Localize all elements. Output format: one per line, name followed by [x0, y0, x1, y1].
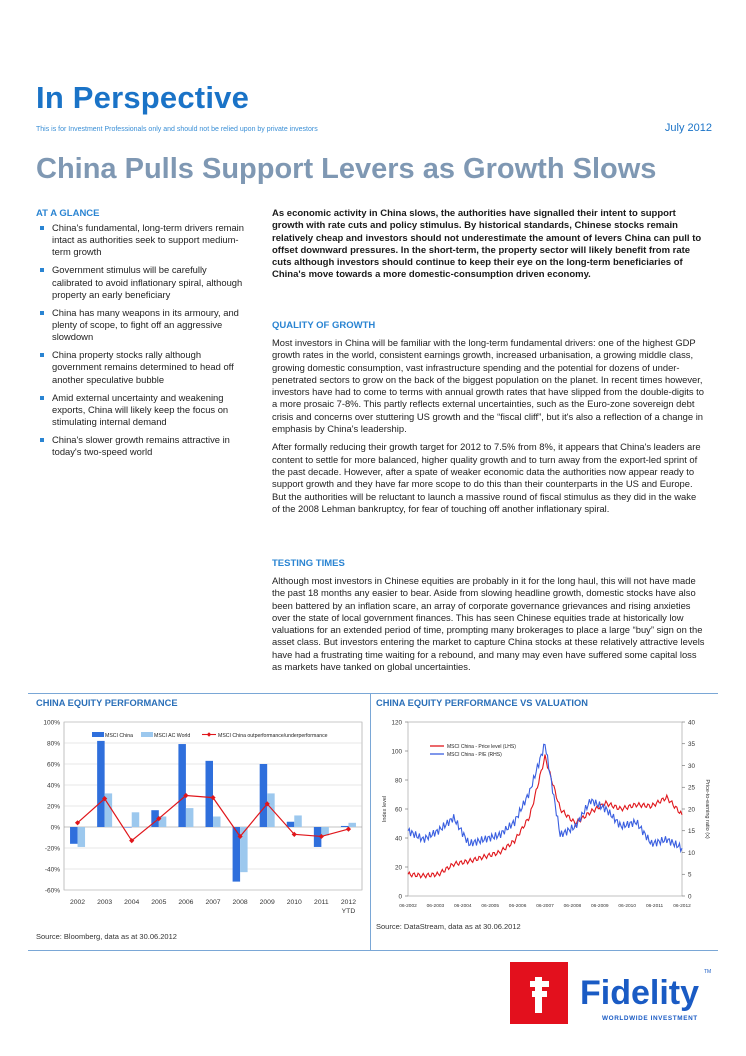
y-axis-label: Index level: [382, 795, 388, 823]
glance-heading: AT A GLANCE: [36, 208, 100, 219]
y2-tick-label: 20: [688, 806, 696, 814]
glance-item-text: China's slower growth remains attractive in today's two-speed world: [52, 434, 230, 458]
x-tick-label: 06-2005: [481, 904, 500, 909]
x-tick-label: 2003: [97, 899, 113, 906]
glance-item-text: China property stocks rally although government remains determined to head off another speculative bubble: [52, 349, 234, 385]
y-tick-label: 0: [398, 893, 402, 901]
y-tick-label: -20%: [44, 845, 60, 853]
x-tick-label: 06-2002: [399, 904, 417, 909]
legend-label: MSCI China - P/E (RHS): [447, 752, 502, 758]
bullet-icon: [40, 226, 44, 230]
x-tick-label: 06-2009: [590, 904, 609, 909]
y-tick-label: 120: [391, 719, 402, 727]
logo-wordmark: Fidelity: [580, 974, 700, 1012]
y-tick-label: 40: [394, 835, 402, 843]
x-tick-label: 06-2006: [508, 904, 527, 909]
bar-msci-china: [70, 827, 78, 844]
x-tick-label: 06-2011: [645, 904, 664, 909]
panel-bottom-rule: [28, 950, 718, 951]
x-tick-label: 2012: [340, 899, 357, 906]
x-tick-label: 2002: [69, 899, 86, 906]
x-tick-label: 2006: [178, 899, 194, 906]
legend-swatch: [141, 732, 153, 737]
y-tick-label: 100%: [43, 719, 60, 727]
bullet-icon: [40, 353, 44, 357]
x-tick-label: 06-2008: [563, 904, 582, 909]
x-tick-sublabel: YTD: [341, 908, 356, 915]
section-heading-testing: TESTING TIMES: [272, 558, 345, 569]
chart1-source: Source: Bloomberg, data as at 30.06.2012: [36, 932, 177, 941]
y-tick-label: -60%: [44, 887, 60, 895]
intro-paragraph: As economic activity in China slows, the authorities have signalled their intent to support growth with rate cuts and policy stimulus. By historical standards, Chinese stocks remain relatively cheap and investors should not underestimate the amount of levers China can pull to offset downward pressures. In the short-term, the property sector will likely benefit from rate cuts although investors should continue to keep their eye on the long-term beneficiaries of China's move towards a more domestic-consumption driven economy.: [272, 208, 702, 281]
glance-item: [36, 222, 246, 259]
y-tick-label: 80: [394, 777, 402, 785]
logo-tagline: WORLDWIDE INVESTMENT: [602, 1015, 698, 1022]
bar-msci-ac-world: [132, 812, 140, 827]
legend-swatch: [92, 732, 104, 737]
bullet-icon: [40, 396, 44, 400]
y-tick-label: -40%: [44, 866, 60, 874]
glance-item-text: China's fundamental, long-term drivers remain intact as authorities seek to support medium-term growth: [52, 222, 244, 258]
y-tick-label: 80%: [46, 740, 60, 748]
y-tick-label: 40%: [46, 782, 60, 790]
bar-msci-ac-world: [348, 823, 356, 827]
y2-axis-label: Price-to-earning ratio (x): [704, 779, 710, 839]
bullet-icon: [40, 311, 44, 315]
y2-tick-label: 0: [688, 893, 692, 901]
y2-tick-label: 30: [688, 762, 696, 770]
bar-msci-china: [341, 826, 349, 827]
y2-tick-label: 25: [688, 784, 696, 792]
x-tick-label: 2005: [151, 899, 167, 906]
y2-tick-label: 35: [688, 741, 696, 749]
y2-tick-label: 40: [688, 719, 696, 727]
legend-label: MSCI AC World: [154, 733, 191, 739]
legend-label: MSCI China - Price level (LHS): [447, 744, 516, 750]
bullet-icon: [40, 268, 44, 272]
y-tick-label: 60: [394, 806, 402, 814]
body-paragraph: Most investors in China will be familiar with the long-term fundamental drivers: one of the highest GDP growth rates in the world, consistent earnings growth, increased urbanisation, a growing middle class, growing domestic consumption, vast infrastructure spending and the potential for dozens of under-penetrated sectors to grow on the back of the biggest population on the planet. In recent times however, investors have had to come to terms with annual growth rates that have slipped from the double-digits to a more prosaic 7-8%. This partly reflects external uncertainties, such as the Euro-zone sovereign debt crisis and concerns over stuttering US growth and the “fiscal cliff”, but it's also a reflection of a change in emphasis by China's leadership.: [272, 337, 705, 435]
x-tick-label: 06-2003: [426, 904, 445, 909]
x-tick-label: 2007: [205, 899, 221, 906]
y-tick-label: 0%: [50, 824, 60, 832]
glance-item: [36, 307, 246, 344]
x-tick-label: 2009: [259, 899, 275, 906]
chart2-source: Source: DataStream, data as at 30.06.2012: [376, 922, 521, 931]
chart1-title: CHINA EQUITY PERFORMANCE: [36, 698, 178, 708]
x-tick-label: 2004: [124, 899, 140, 906]
chart2-title: CHINA EQUITY PERFORMANCE VS VALUATION: [376, 698, 588, 708]
x-tick-label: 06-2007: [536, 904, 554, 909]
article-headline: China Pulls Support Levers as Growth Slows: [36, 153, 657, 185]
bar-msci-china: [178, 744, 186, 827]
y2-tick-label: 10: [688, 849, 696, 857]
legend-label: MSCI China: [105, 733, 133, 739]
body-paragraph: After formally reducing their growth target for 2012 to 7.5% from 8%, it appears that China's leaders are content to settle for more balanced, higher quality growth and to turn away from the export-led sprint of the past decade. However, after a spate of weaker economic data the authorities now appear ready to support growth and they have far more scope to do this than their counterparts in the US and Europe. But the authorities will be reluctant to launch a massive round of fiscal stimulus as they did in the wake of the 2008 Lehman bankruptcy, for fear of touching off another inflationary spiral.: [272, 441, 701, 514]
bar-msci-china: [206, 761, 214, 827]
bar-msci-ac-world: [294, 815, 302, 827]
fidelity-logo-mark: [510, 962, 712, 1024]
glance-item: [36, 349, 246, 386]
y-tick-label: 20%: [46, 803, 60, 811]
body-paragraph: Although most investors in Chinese equities are probably in it for the long haul, this will not have made the past 18 months any easier to bear. Aside from slowing headline growth, domestic stocks have also been battered by an inflation scare, an array of corporate governance grievances and rising anxieties over the state of local government finances. This has seen Chinese equities trade at historically low valuations for an extended period of time, prompting many brokerages to place a large “buy” sign on the asset class. But investors entering the market to capture China stocks at these relatively attractive levels have had a frustrating time waiting for a rebound, and many may even have suffered some capital loss as markets have tanked on global uncertainties.: [272, 575, 705, 673]
y2-tick-label: 15: [688, 828, 696, 836]
x-tick-label: 2010: [286, 899, 302, 906]
x-tick-label: 06-2004: [453, 904, 472, 909]
y-tick-label: 100: [391, 748, 402, 756]
panel-top-rule: [28, 693, 718, 694]
glance-item: [36, 392, 246, 429]
glance-item-text: Government stimulus will be carefully calibrated to avoid inflationary spiral, although property an early beneficiary: [52, 264, 243, 300]
audience-disclaimer: This is for Investment Professionals only and should not be relied upon by private investors: [36, 126, 318, 133]
legend-label: MSCI China outperformance/underperformance: [218, 733, 328, 739]
bar-msci-ac-world: [213, 817, 221, 828]
bar-msci-china: [124, 827, 131, 828]
x-tick-label: 2011: [314, 899, 329, 906]
publication-title: In Perspective: [36, 80, 250, 115]
bar-msci-china: [260, 764, 268, 827]
section-body-quality: [272, 337, 706, 521]
glance-item-text: China has many weapons in its armoury, and plenty of scope, to fight off an aggressive slowdown: [52, 306, 239, 343]
glance-item-text: Amid external uncertainty and weakening exports, China will likely keep the focus on stimulating internal demand: [52, 391, 229, 428]
logo-trademark: TM: [704, 969, 712, 975]
section-body-testing: [272, 575, 706, 679]
bar-msci-china: [287, 822, 295, 827]
fidelity-logo: [510, 962, 712, 1024]
y-tick-label: 20: [394, 864, 402, 872]
bar-msci-ac-world: [240, 827, 248, 872]
glance-item: [36, 264, 246, 301]
bar-msci-ac-world: [78, 827, 86, 847]
y2-tick-label: 5: [688, 871, 692, 879]
bullet-icon: [40, 438, 44, 442]
glance-item: [36, 434, 246, 458]
equity-performance-chart: [28, 712, 368, 924]
x-tick-label: 06-2012: [673, 904, 691, 909]
bar-msci-ac-world: [186, 808, 194, 827]
x-tick-label: 06-2010: [618, 904, 637, 909]
valuation-chart: [372, 712, 718, 922]
panel-divider: [370, 693, 371, 950]
publication-date: July 2012: [664, 122, 712, 134]
y-tick-label: 60%: [46, 761, 60, 769]
section-heading-quality: QUALITY OF GROWTH: [272, 320, 376, 331]
glance-list: [36, 222, 246, 464]
bar-msci-china: [97, 741, 105, 827]
x-tick-label: 2008: [232, 899, 248, 906]
